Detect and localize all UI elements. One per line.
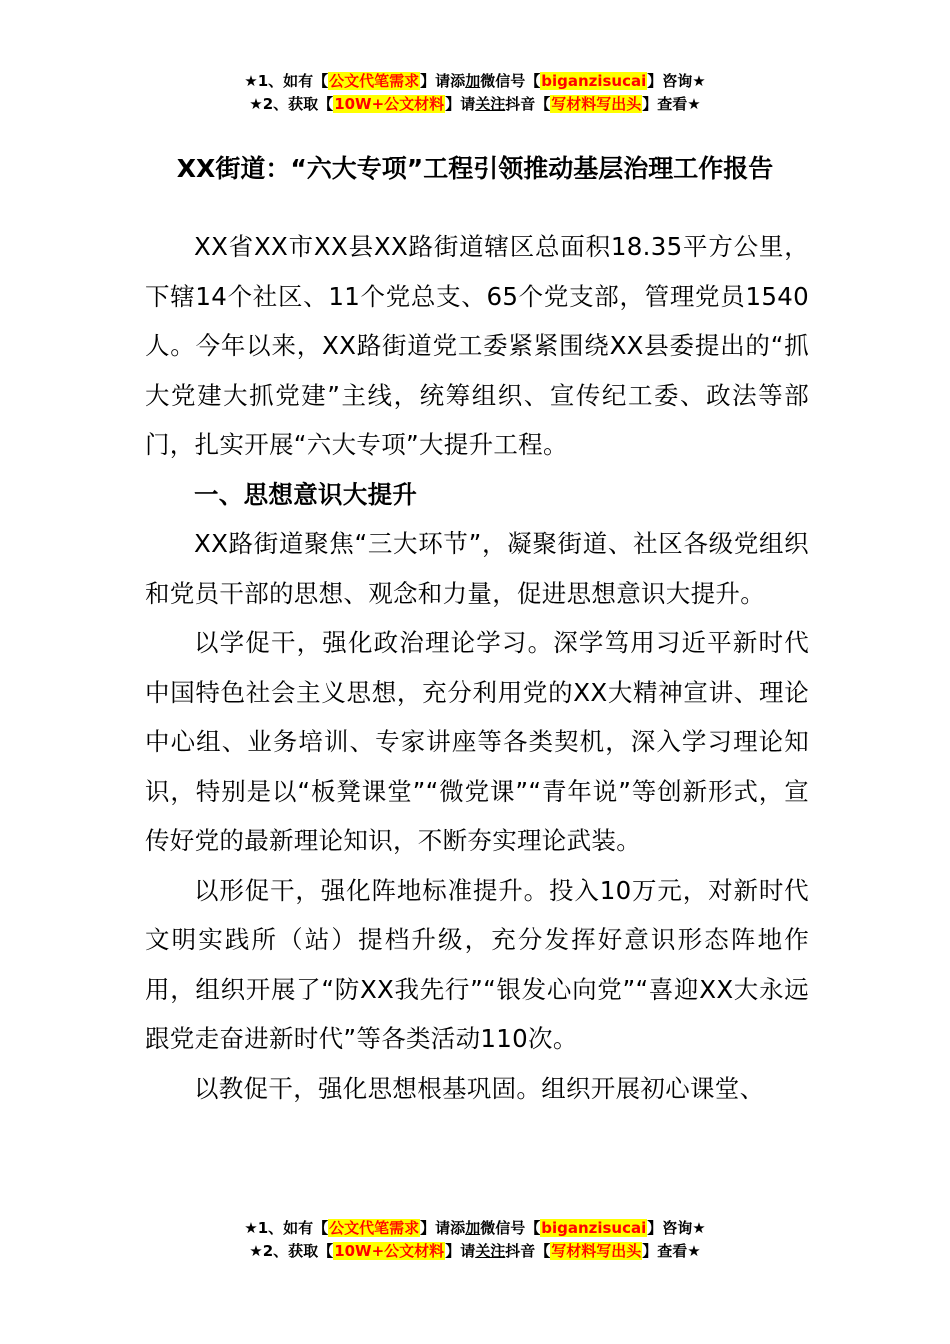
promo-text: ★2、获取【 (249, 1242, 334, 1260)
paragraph: XX省XX市XX县XX路街道辖区总面积18.35平方公里，下辖14个社区、11个党总支、65个党支部，管理党员1540人。今年以来，XX路街道党工委紧紧围绕XX县委提出的“抓大党建大抓党建”主线，统筹组织、宣传纪工委、政法等部门，扎实开展“六大专项”大提升工程。 (145, 232, 809, 459)
promo-highlight: 10W+公文材料 (334, 95, 445, 113)
document-body (145, 222, 809, 1113)
promo-highlight: 写材料写出头 (551, 1242, 642, 1260)
promo-underline: 关注 (475, 95, 506, 113)
promo-text: 】查看★ (642, 95, 701, 113)
promo-text: ★2、获取【 (249, 95, 334, 113)
promo-text: 】查看★ (642, 1242, 701, 1260)
promo-highlight: 10W+公文材料 (334, 1242, 445, 1260)
promo-line-1 (0, 1217, 950, 1240)
promo-underline: 关注 (475, 1242, 506, 1260)
promo-highlight: 公文代笔需求 (329, 1219, 420, 1237)
promo-text: 】请添 (420, 1219, 466, 1237)
promo-text: 】咨询★ (647, 1219, 706, 1237)
paragraph: 以教促干，强化思想根基巩固。组织开展初心课堂、 (194, 1073, 765, 1103)
paragraph: XX路街道聚焦“三大环节”，凝聚街道、社区各级党组织和党员干部的思想、观念和力量，促进思想意识大提升。 (145, 529, 809, 608)
section-heading: 一、思想意识大提升 (194, 479, 418, 509)
promo-text: 抖音【 (505, 1242, 551, 1260)
promo-text: 微信号【 (480, 1219, 541, 1237)
promo-text: ★1、如有【 (244, 72, 329, 90)
promo-highlight: 写材料写出头 (551, 95, 642, 113)
promo-highlight: biganzisucai (541, 72, 647, 90)
promo-highlight: 公文代笔需求 (329, 72, 420, 90)
promo-line-2 (0, 1240, 950, 1263)
promo-line-2 (0, 93, 950, 116)
promo-text: 】请 (445, 95, 476, 113)
promo-line-1 (0, 70, 950, 93)
paragraph: 以形促干，强化阵地标准提升。投入10万元，对新时代文明实践所（站）提档升级，充分发挥好意识形态阵地作用，组织开展了“防XX我先行”“银发心向党”“喜迎XX大永远跟党走奋进新时代”等各类活动110次。 (145, 875, 809, 1053)
promo-text: 微信号【 (480, 72, 541, 90)
promo-text: 抖音【 (505, 95, 551, 113)
promo-banner-top (0, 70, 950, 116)
promo-underline: 加 (465, 72, 481, 90)
promo-highlight: biganzisucai (541, 1219, 647, 1237)
promo-text: 】请添 (420, 72, 466, 90)
promo-underline: 加 (465, 1219, 481, 1237)
document-title: XX街道：“六大专项”工程引领推动基层治理工作报告 (176, 154, 774, 183)
promo-text: ★1、如有【 (244, 1219, 329, 1237)
promo-banner-bottom (0, 1217, 950, 1263)
promo-text: 】咨询★ (647, 72, 706, 90)
paragraph: 以学促干，强化政治理论学习。深学笃用习近平新时代中国特色社会主义思想，充分利用党的XX大精神宣讲、理论中心组、业务培训、专家讲座等各类契机，深入学习理论知识，特别是以“板凳课堂”“微党课”“青年说”等创新形式，宣传好党的最新理论知识，不断夯实理论武装。 (145, 628, 809, 855)
promo-text: 】请 (445, 1242, 476, 1260)
